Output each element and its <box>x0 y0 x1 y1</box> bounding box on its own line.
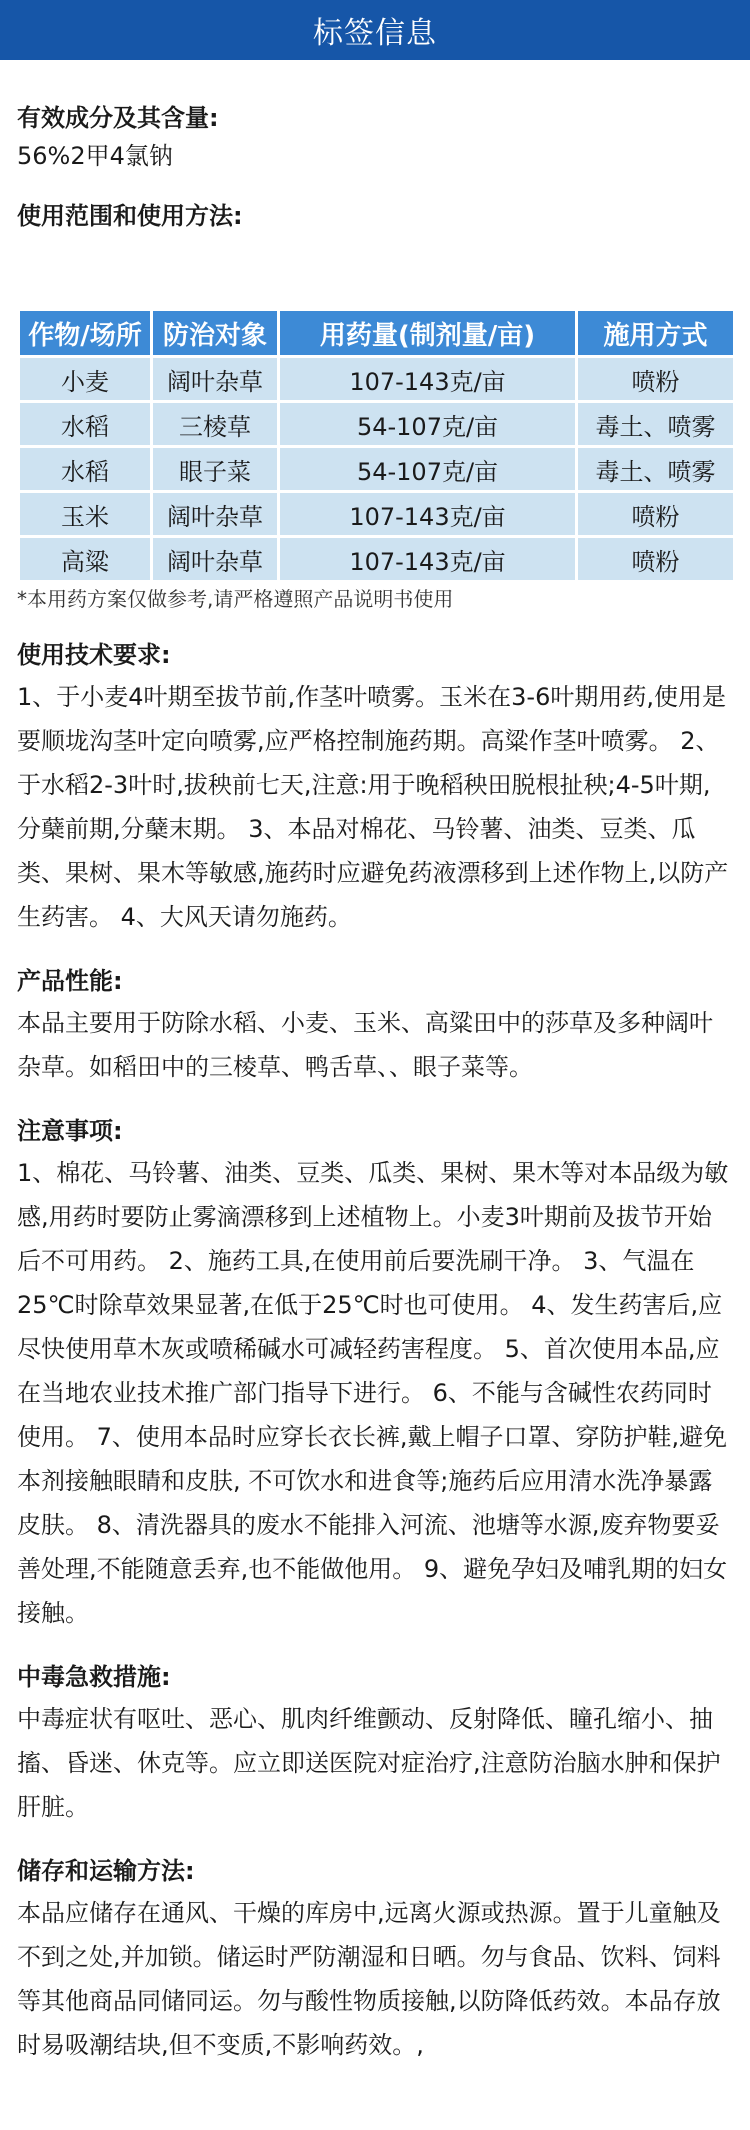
table-row <box>20 358 733 400</box>
tech-title: 使用技术要求: <box>17 641 171 669</box>
cell-target: 阔叶杂草 <box>153 358 277 400</box>
cell-dosage: 54-107克/亩 <box>280 403 575 445</box>
header-target: 防治对象 <box>153 311 277 355</box>
tech-body: 1、于小麦4叶期至拔节前,作茎叶喷雾。玉米在3-6叶期用药,使用是要顺垅沟茎叶定向喷雾,应严格控制施药期。高粱作茎叶喷雾。 2、于水稻2-3叶时,拔秧前七天,注意:用于晚稻秧田脱根扯秧;4-5叶期,分蘖前期,分蘖末期。 3、本品对棉花、马铃薯、油类、豆类、瓜类、果树、果木等敏感,施药时应避免药液漂移到上述作物上,以防产生药害。 4、大风天请勿施药。 <box>17 683 729 931</box>
cell-method: 毒土、喷雾 <box>578 403 733 445</box>
cell-dosage: 107-143克/亩 <box>280 358 575 400</box>
header-crop: 作物/场所 <box>20 311 150 355</box>
ingredient-value: 56%2甲4氯钠 <box>17 142 173 170</box>
cell-method: 喷粉 <box>578 358 733 400</box>
table-header-row <box>20 311 733 355</box>
usage-table <box>17 308 736 583</box>
cell-method: 喷粉 <box>578 538 733 580</box>
firstaid-body: 中毒症状有呕吐、恶心、肌肉纤维颤动、反射降低、瞳孔缩小、抽搐、昏迷、休克等。应立即送医院对症治疗,注意防治脑水肿和保护肝脏。 <box>17 1705 721 1821</box>
table-note: *本用药方案仅做参考,请严格遵照产品说明书使用 <box>17 587 454 611</box>
table-row <box>20 493 733 535</box>
performance-body: 本品主要用于防除水稻、小麦、玉米、高粱田中的莎草及多种阔叶杂草。如稻田中的三棱草、鸭舌草、、眼子菜等。 <box>17 1009 713 1081</box>
cell-target: 阔叶杂草 <box>153 493 277 535</box>
header-dosage: 用药量(制剂量/亩) <box>280 311 575 355</box>
performance-section <box>17 961 733 1089</box>
cell-dosage: 107-143克/亩 <box>280 538 575 580</box>
label-content <box>0 100 750 2067</box>
header-method: 施用方式 <box>578 311 733 355</box>
storage-title: 储存和运输方法: <box>17 1857 195 1885</box>
cell-method: 毒土、喷雾 <box>578 448 733 490</box>
firstaid-title: 中毒急救措施: <box>17 1663 171 1691</box>
usage-title: 使用范围和使用方法: <box>17 202 243 230</box>
usage-section <box>17 196 733 236</box>
cell-target: 阔叶杂草 <box>153 538 277 580</box>
cell-target: 眼子菜 <box>153 448 277 490</box>
page-title: 标签信息 <box>313 16 437 51</box>
table-row <box>20 538 733 580</box>
cell-method: 喷粉 <box>578 493 733 535</box>
firstaid-section <box>17 1657 733 1829</box>
cell-crop: 水稻 <box>20 448 150 490</box>
cell-dosage: 54-107克/亩 <box>280 448 575 490</box>
ingredient-title: 有效成分及其含量: <box>17 104 219 132</box>
caution-title: 注意事项: <box>17 1117 123 1145</box>
cell-crop: 小麦 <box>20 358 150 400</box>
cell-crop: 玉米 <box>20 493 150 535</box>
table-row <box>20 403 733 445</box>
storage-body: 本品应储存在通风、干燥的库房中,远离火源或热源。置于儿童触及不到之处,并加锁。储运时严防潮湿和日晒。勿与食品、饮料、饲料等其他商品同储同运。勿与酸性物质接触,以防降低药效。本品存放时易吸潮结块,但不变质,不影响药效。, <box>17 1899 721 2059</box>
storage-section <box>17 1851 733 2067</box>
caution-body: 1、棉花、马铃薯、油类、豆类、瓜类、果树、果木等对本品级为敏感,用药时要防止雾滴漂移到上述植物上。小麦3叶期前及拔节开始后不可用药。 2、施药工具,在使用前后要洗刷干净。 3、气温在25℃时除草效果显著,在低于25℃时也可使用。 4、发生药害后,应尽快使用草木灰或喷稀碱水可减轻药害程度。 5、首次使用本品,应在当地农业技术推广部门指导下进行。 6、不能与含碱性农药同时使用。 7、使用本品时应穿长衣长裤,戴上帽子口罩、穿防护鞋,避免本剂接触眼睛和皮肤, 不可饮水和进食等;施药后应用清水洗净暴露皮肤。 8、清洗器具的废水不能排入河流、池塘等水源,废弃物要妥善处理,不能随意丢弃,也不能做他用。 9、避免孕妇及哺乳期的妇女接触。 <box>17 1159 729 1627</box>
cell-crop: 水稻 <box>20 403 150 445</box>
page-header <box>0 0 750 60</box>
tech-section <box>17 635 733 939</box>
caution-section <box>17 1111 733 1635</box>
cell-crop: 高粱 <box>20 538 150 580</box>
cell-target: 三棱草 <box>153 403 277 445</box>
ingredient-section <box>17 100 733 176</box>
cell-dosage: 107-143克/亩 <box>280 493 575 535</box>
table-row <box>20 448 733 490</box>
performance-title: 产品性能: <box>17 967 123 995</box>
